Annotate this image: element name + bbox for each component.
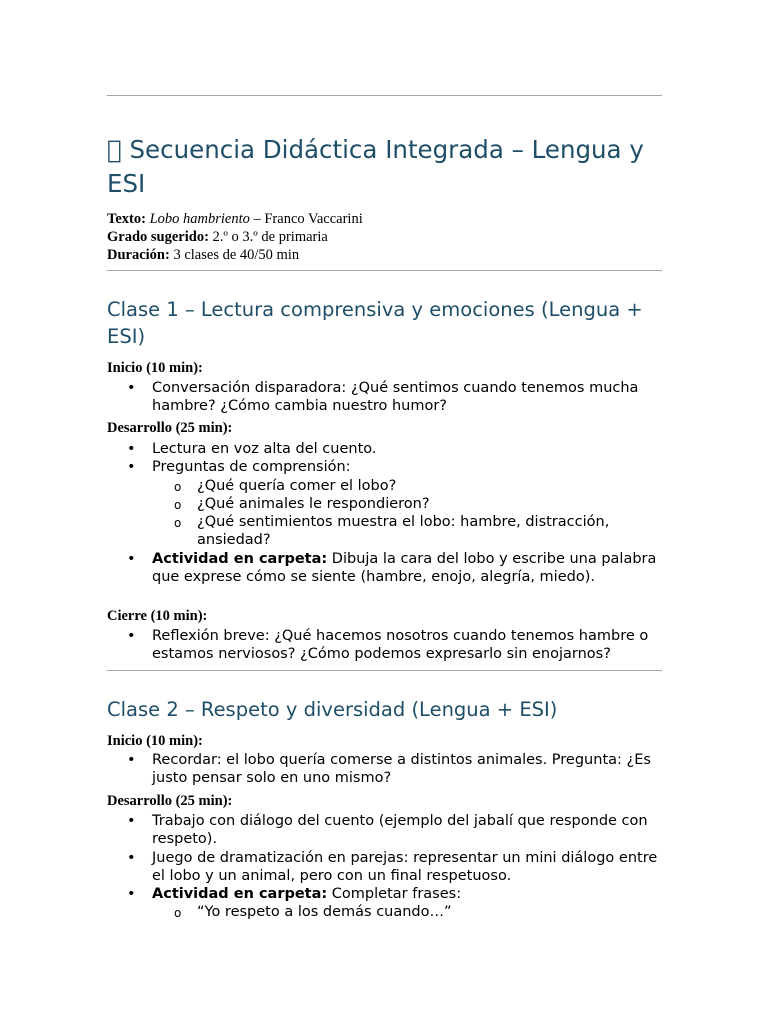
meta-texto-title: Lobo hambriento <box>149 211 250 227</box>
list-item: • Trabajo con diálogo del cuento (ejemplo del jabalí que responde con respeto). <box>107 812 667 849</box>
document-meta <box>107 210 363 264</box>
list-item: • Conversación disparadora: ¿Qué sentimos cuando tenemos mucha hambre? ¿Cómo cambia nuestro humor? <box>107 379 667 416</box>
divider <box>107 670 662 671</box>
list-item: • Recordar: el lobo quería comerse a distintos animales. Pregunta: ¿Es justo pensar solo en uno mismo? <box>107 751 667 788</box>
list-item: • Reflexión breve: ¿Qué hacemos nosotros cuando tenemos hambre o estamos nerviosos? ¿Cómo podemos expresarlo sin enojarnos? <box>107 627 667 664</box>
sub-list-item: o “Yo respeto a los demás cuando…” <box>152 903 667 921</box>
list-item <box>107 458 667 549</box>
list-item-text: Preguntas de comprensión: <box>152 459 351 476</box>
clase2-heading: Clase 2 – Respeto y diversidad (Lengua + ESI) <box>107 698 558 721</box>
meta-duracion-label: Duración: <box>107 247 170 263</box>
meta-grado-label: Grado sugerido: <box>107 229 209 245</box>
actividad-label: Actividad en carpeta: <box>152 886 328 903</box>
meta-texto-author: – Franco Vaccarini <box>249 211 363 227</box>
list-item: • Juego de dramatización en parejas: representar un mini diálogo entre el lobo y un animal, pero con un final respetuoso. <box>107 849 667 886</box>
clase1-cierre-label: Cierre (10 min): <box>107 608 208 624</box>
frases-list <box>152 903 667 921</box>
meta-grado <box>107 228 363 246</box>
clase2-desarrollo-label: Desarrollo (25 min): <box>107 793 233 809</box>
sub-list-item: o ¿Qué quería comer el lobo? <box>152 477 667 495</box>
preguntas-list <box>152 477 667 550</box>
page-title-text: Secuencia Didáctica Integrada – Lengua y ESI <box>107 135 644 198</box>
clase2-inicio-list <box>107 751 667 788</box>
meta-duracion-value: 3 clases de 40/50 min <box>169 247 300 263</box>
clase2-desarrollo-list <box>107 812 667 922</box>
list-item <box>107 550 667 587</box>
clase1-cierre-list <box>107 627 667 664</box>
clase1-inicio-label: Inicio (10 min): <box>107 360 203 376</box>
meta-texto <box>107 210 363 228</box>
meta-duracion <box>107 246 363 264</box>
document-icon:   <box>107 135 122 164</box>
list-item: • Lectura en voz alta del cuento. <box>107 440 667 458</box>
divider <box>107 95 662 96</box>
clase2-inicio-label: Inicio (10 min): <box>107 733 203 749</box>
sub-list-item: o ¿Qué sentimientos muestra el lobo: hambre, distracción, ansiedad? <box>152 513 667 550</box>
clase1-heading: Clase 1 – Lectura comprensiva y emociones (Lengua + ESI) <box>107 298 643 348</box>
divider <box>107 270 662 271</box>
actividad-text: Completar frases: <box>327 886 462 903</box>
clase1-inicio-list <box>107 379 667 416</box>
meta-grado-value: 2.º o 3.º de primaria <box>208 229 328 245</box>
actividad-text: Dibuja la cara del lobo y escribe una palabra que exprese cómo se siente (hambre, enojo, alegría, miedo). <box>152 550 657 586</box>
sub-list-item: o ¿Qué animales le respondieron? <box>152 495 667 513</box>
list-item <box>107 885 667 922</box>
meta-texto-label: Texto: <box>107 211 146 227</box>
page-title <box>107 133 667 201</box>
clase1-desarrollo-list <box>107 440 667 586</box>
actividad-label: Actividad en carpeta: <box>152 550 328 567</box>
clase1-desarrollo-label: Desarrollo (25 min): <box>107 420 233 436</box>
